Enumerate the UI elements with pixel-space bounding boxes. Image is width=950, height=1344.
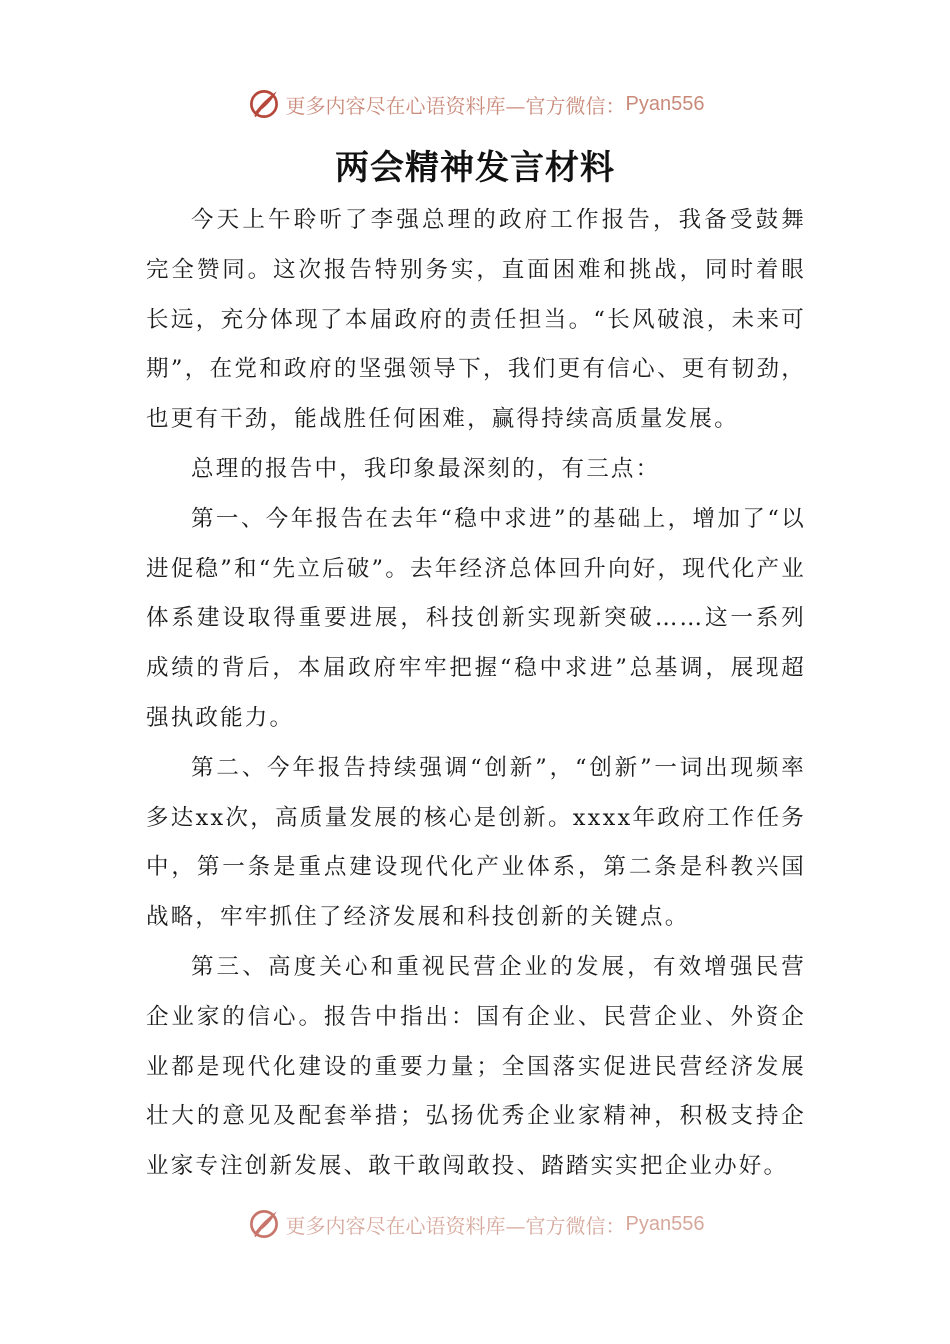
paragraph-2: 总理的报告中，我印象最深刻的，有三点： [191,455,661,482]
footer-watermark-banner [0,1204,950,1244]
footer-banner-text: 更多内容尽在心语资料库—官方微信： [285,1213,626,1238]
header-banner-text: 更多内容尽在心语资料库—官方微信： [285,93,626,118]
footer-banner-handle: Pyan556 [625,1212,705,1235]
quill-pen-logo-icon [246,86,282,122]
quill-pen-logo-icon [246,1206,282,1242]
paragraph-3: 第一、今年报告在去年“稳中求进”的基础上，增加了“以进促稳”和“先立后破”。去年经济总体回升向好，现代化产业体系建设取得重要进展，科技创新实现新突破……这一系列成绩的背后，本届政府牢牢把握“稳中求进”总基调，展现超强执政能力。 [146,505,806,731]
header-banner-handle: Pyan556 [625,92,705,115]
document-body [146,196,806,1192]
paragraph-5: 第三、高度关心和重视民营企业的发展，有效增强民营企业家的信心。报告中指出：国有企业、民营企业、外资企业都是现代化建设的重要力量；全国落实促进民营经济发展壮大的意见及配套举措；弘扬优秀企业家精神，积极支持企业家专注创新发展、敢干敢闯敢投、踏踏实实把企业办好。 [146,953,806,1180]
paragraph-4: 第二、今年报告持续强调“创新”，“创新”一词出现频率多达xx次，高质量发展的核心是创新。xxxx年政府工作任务中，第一条是重点建设现代化产业体系，第二条是科教兴国战略，牢牢抓住了经济发展和科技创新的关键点。 [146,754,806,931]
header-watermark-banner [0,82,950,126]
page-title: 两会精神发言材料 [335,148,615,188]
paragraph-1: 今天上午聆听了李强总理的政府工作报告，我备受鼓舞完全赞同。这次报告特别务实，直面困难和挑战，同时着眼长远，充分体现了本届政府的责任担当。“长风破浪，未来可期”，在党和政府的坚强领导下，我们更有信心、更有韧劲，也更有干劲，能战胜任何困难，赢得持续高质量发展。 [146,207,806,433]
